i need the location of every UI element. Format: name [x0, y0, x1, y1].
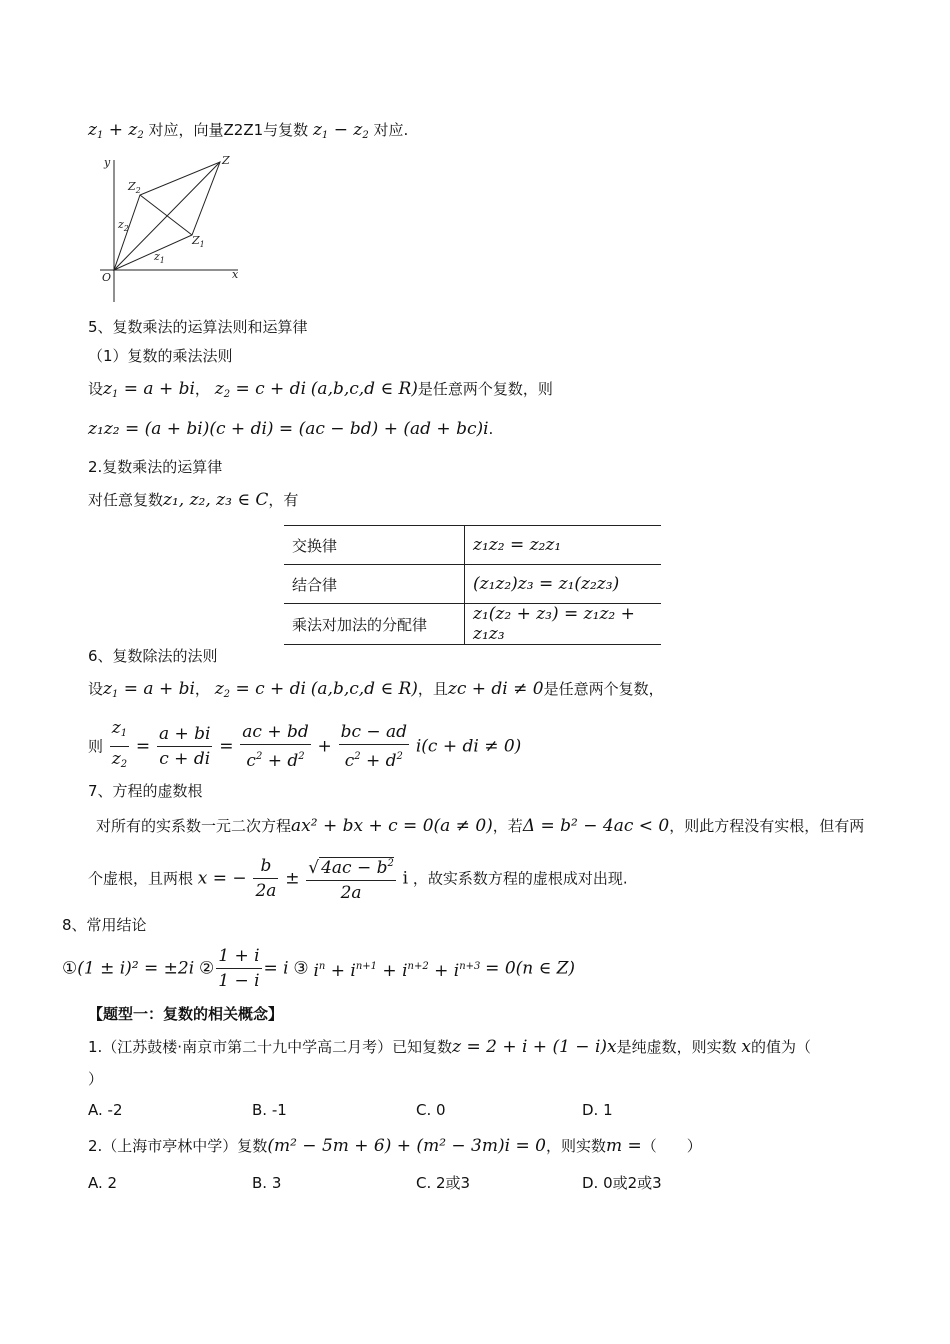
question-1: 1.（江苏鼓楼·南京市第二十九中学高二月考）已知复数z = 2 + i + (1 − i)x是纯虚数，则实数 x的值为（ [88, 1037, 812, 1057]
option-b[interactable]: B. -1 [252, 1101, 287, 1119]
question-1-options [88, 1099, 788, 1121]
option-d[interactable]: D. 1 [582, 1101, 613, 1119]
question-1-close: ） [88, 1070, 104, 1088]
point-z1-label: $Z_1$ [192, 234, 205, 249]
diagonal-difference [140, 195, 192, 235]
option-c[interactable]: C. 0 [416, 1101, 446, 1119]
section-5-title: 5、复数乘法的运算法则和运算律 [88, 318, 308, 336]
law-formula: (z₁z₂)z₃ = z₁(z₂z₃) [465, 565, 662, 604]
option-a[interactable]: A. -2 [88, 1101, 123, 1119]
question-2-options [88, 1172, 788, 1194]
division-formula: 则 $\frac{z_1}{z_2}$ = $\frac{a + bi}{c + di}$ = $\frac{ac + bd}{c^2 + d^2}$ + $\frac{bc - ad}{c^2 + d^2}$ i(c + di ≠ 0) [88, 718, 522, 771]
common-results: ①(1 ± i)² = ±2i ② $\frac{1 + i}{1 - i}$ = i ③ $i^n + i^{n+1} + i^{n+2} + i^{n+3} = 0(n$ ∈ Z) [62, 946, 576, 991]
section-8-title: 8、常用结论 [62, 916, 147, 934]
origin-label: O [102, 271, 112, 284]
point-z-label: Z [222, 154, 230, 167]
vector-text-1: 对应，向量Z2Z1与复数 [148, 121, 309, 139]
quadratic-line-1: 对所有的实系数一元二次方程ax² + bx + c = 0(a ≠ 0)，若Δ = b² − 4ac < 0，则此方程没有实根，但有两 [96, 816, 865, 836]
multiplication-definition: 设$z_1 = a$ + bi， $z_2 = c$ + di (a,b,c,d ∈ R)是任意两个复数，则 [88, 379, 553, 400]
vector-z1-label: $z_1$ [154, 250, 165, 265]
type-1-heading: 【题型一：复数的相关概念】 [88, 1005, 284, 1023]
vector-correspondence-line: $z_1 + z_2$ 对应，向量Z2Z1与复数 $z_1 - z_2$ 对应. [88, 120, 409, 141]
real-condition: (a,b,c,d ∈ R) [310, 379, 418, 399]
table-row [284, 604, 661, 645]
law-formula: z₁(z₂ + z₃) = z₁z₂ + z₁z₃ [465, 604, 662, 645]
parallelogram-figure [90, 150, 260, 310]
table-row [284, 526, 661, 565]
vector-z2-label: $z_2$ [118, 218, 129, 233]
option-a[interactable]: A. 2 [88, 1174, 118, 1192]
law-name: 结合律 [284, 565, 465, 604]
laws-intro: 对任意复数z₁, z₂, z₃ ∈ C，有 [88, 490, 299, 510]
y-axis-label: y [104, 156, 111, 169]
vector-text-2: 对应. [373, 121, 409, 139]
section-2-title: 2.复数乘法的运算律 [88, 458, 223, 476]
multiplication-formula: z₁z₂ = (a + bi)(c + di) = (ac − bd) + (ad + bc)i. [88, 419, 494, 439]
point-z2-label: $Z_2$ [128, 180, 141, 195]
law-formula: z₁z₂ = z₂z₁ [465, 526, 662, 565]
option-d[interactable]: D. 0或2或3 [582, 1174, 662, 1192]
law-name: 交换律 [284, 526, 465, 565]
option-c[interactable]: C. 2或3 [416, 1174, 471, 1192]
law-name: 乘法对加法的分配律 [284, 604, 465, 645]
division-definition: 设$z_1 = a$ + bi， $z_2 = c$ + di (a,b,c,d ∈ R)，且zc + di ≠ 0是任意两个复数， [88, 679, 664, 700]
table-row [284, 565, 661, 604]
option-b[interactable]: B. 3 [252, 1174, 282, 1192]
laws-table [284, 525, 661, 645]
section-5-subtitle: （1）复数的乘法法则 [88, 347, 233, 365]
section-7-title: 7、方程的虚数根 [88, 782, 203, 800]
x-axis-label: x [232, 268, 239, 281]
section-6-title: 6、复数除法的法则 [88, 647, 218, 665]
question-2: 2.（上海市亭林中学）复数(m² − 5m + 6) + (m² − 3m)i = 0，则实数m =（ ） [88, 1136, 702, 1156]
quadratic-line-2: 个虚根，且两根 x = − $\frac{b}{2a}$ ± $\frac{√ 4ac - b^2}{2a}$ i ，故实系数方程的虚根成对出现. [88, 852, 628, 905]
